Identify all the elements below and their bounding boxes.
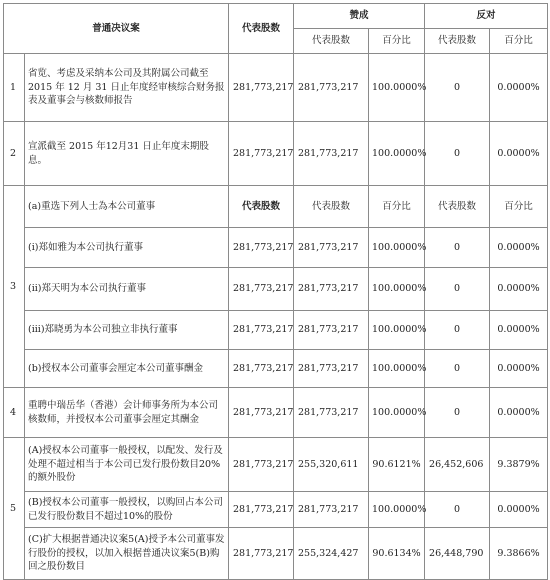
represented-shares: 281,773,217 (229, 492, 294, 528)
resolution-text: 重聘中瑞岳华（香港）会计师事务所为本公司核数师，并授权本公司董事会厘定其酬金 (25, 388, 229, 438)
table-row (4, 186, 548, 228)
resolution-number: 1 (4, 54, 25, 122)
resolution-number: 3 (4, 186, 25, 388)
subheader-for-percent: 百分比 (369, 186, 425, 228)
for-percent: 100.0000% (369, 54, 425, 122)
table-row (4, 228, 548, 268)
table-row (4, 388, 548, 438)
for-percent: 90.6134% (369, 528, 425, 580)
against-shares: 26,452,606 (425, 438, 490, 492)
against-percent: 9.3866% (490, 528, 548, 580)
resolution-text: (i)郑如雅为本公司执行董事 (25, 228, 229, 268)
represented-shares: 281,773,217 (229, 438, 294, 492)
table-row (4, 268, 548, 311)
for-percent: 100.0000% (369, 350, 425, 388)
against-shares: 0 (425, 228, 490, 268)
header-represented-shares: 代表股数 (229, 4, 294, 54)
table-row (4, 54, 548, 122)
for-percent: 100.0000% (369, 268, 425, 311)
header-against: 反对 (425, 4, 548, 29)
against-shares: 0 (425, 268, 490, 311)
subheader-represented-shares: 代表股数 (229, 186, 294, 228)
against-shares: 0 (425, 492, 490, 528)
for-percent: 100.0000% (369, 311, 425, 350)
represented-shares: 281,773,217 (229, 54, 294, 122)
resolution-text: (a)重选下列人士為本公司董事 (25, 186, 229, 228)
for-shares: 281,773,217 (294, 122, 369, 186)
against-percent: 0.0000% (490, 350, 548, 388)
against-percent: 0.0000% (490, 268, 548, 311)
represented-shares: 281,773,217 (229, 311, 294, 350)
against-percent: 0.0000% (490, 311, 548, 350)
subheader-against-shares: 代表股数 (425, 186, 490, 228)
represented-shares: 281,773,217 (229, 388, 294, 438)
resolution-number: 2 (4, 122, 25, 186)
resolution-text: (ii)郑天明为本公司执行董事 (25, 268, 229, 311)
table-row (4, 311, 548, 350)
represented-shares: 281,773,217 (229, 268, 294, 311)
header-against-shares: 代表股数 (425, 29, 490, 54)
for-percent: 100.0000% (369, 492, 425, 528)
against-shares: 0 (425, 350, 490, 388)
table-row (4, 492, 548, 528)
for-percent: 90.6121% (369, 438, 425, 492)
against-percent: 0.0000% (490, 492, 548, 528)
resolution-text: (C)扩大根据普通决议案5(A)授予本公司董事发行股份的授权，以加入根据普通决议案5(B)购回之股份数目 (25, 528, 229, 580)
for-shares: 281,773,217 (294, 228, 369, 268)
header-for-shares: 代表股数 (294, 29, 369, 54)
resolution-text: (A)授权本公司董事一般授权，以配发、发行及处理不超过相当于本公司已发行股份数目20%的额外股份 (25, 438, 229, 492)
for-percent: 100.0000% (369, 388, 425, 438)
resolution-text: 宣派截至 2015 年12月31 日止年度末期股息。 (25, 122, 229, 186)
for-shares: 281,773,217 (294, 350, 369, 388)
resolution-text: (iii)郑晓勇为本公司独立非执行董事 (25, 311, 229, 350)
for-percent: 100.0000% (369, 122, 425, 186)
against-percent: 0.0000% (490, 388, 548, 438)
for-percent: 100.0000% (369, 228, 425, 268)
header-resolution: 普通决议案 (4, 4, 229, 54)
represented-shares: 281,773,217 (229, 122, 294, 186)
against-shares: 0 (425, 54, 490, 122)
for-shares: 281,773,217 (294, 311, 369, 350)
resolution-number: 4 (4, 388, 25, 438)
for-shares: 281,773,217 (294, 268, 369, 311)
header-for-percent: 百分比 (369, 29, 425, 54)
table-row (4, 438, 548, 492)
against-shares: 0 (425, 122, 490, 186)
resolution-text: (B)授权本公司董事一般授权，以购回占本公司已发行股份数目不超过10%的股份 (25, 492, 229, 528)
table-row (4, 528, 548, 580)
for-shares: 255,324,427 (294, 528, 369, 580)
header-for: 赞成 (294, 4, 425, 29)
against-shares: 0 (425, 388, 490, 438)
table-row (4, 350, 548, 388)
against-shares: 0 (425, 311, 490, 350)
represented-shares: 281,773,217 (229, 350, 294, 388)
represented-shares: 281,773,217 (229, 228, 294, 268)
subheader-against-percent: 百分比 (490, 186, 548, 228)
against-percent: 0.0000% (490, 122, 548, 186)
for-shares: 255,320,611 (294, 438, 369, 492)
represented-shares: 281,773,217 (229, 528, 294, 580)
resolution-number: 5 (4, 438, 25, 580)
subheader-for-shares: 代表股数 (294, 186, 369, 228)
against-shares: 26,448,790 (425, 528, 490, 580)
resolution-text: (b)授权本公司董事会厘定本公司董事酬金 (25, 350, 229, 388)
against-percent: 0.0000% (490, 54, 548, 122)
header-against-percent: 百分比 (490, 29, 548, 54)
table-row (4, 122, 548, 186)
resolution-text: 省览、考虑及采纳本公司及其附属公司截至2015 年 12 月 31 日止年度经审核综合财务报表及董事会与核数师报告 (25, 54, 229, 122)
for-shares: 281,773,217 (294, 492, 369, 528)
voting-results-table (3, 3, 548, 580)
against-percent: 9.3879% (490, 438, 548, 492)
for-shares: 281,773,217 (294, 54, 369, 122)
for-shares: 281,773,217 (294, 388, 369, 438)
against-percent: 0.0000% (490, 228, 548, 268)
